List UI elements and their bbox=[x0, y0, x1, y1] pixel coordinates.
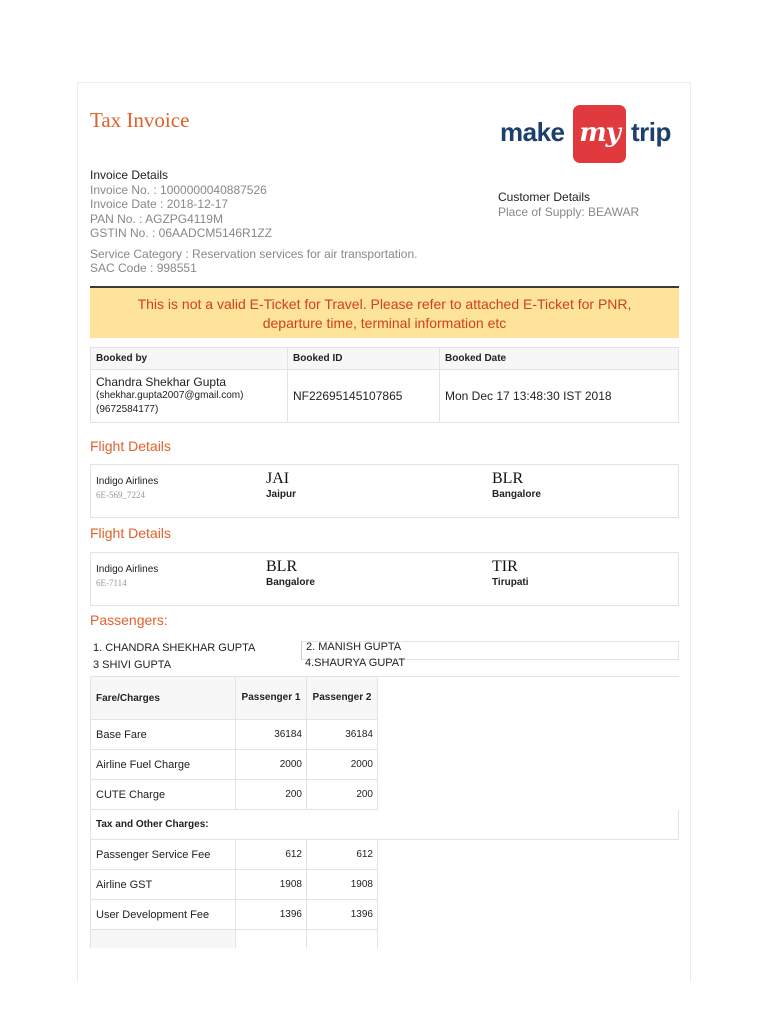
fare-row-passenger-service-fee bbox=[90, 840, 378, 870]
invoice-page bbox=[77, 82, 691, 982]
invoice-date: Invoice Date : 2018-12-17 bbox=[90, 197, 229, 211]
booked-date-value: Mon Dec 17 13:48:30 IST 2018 bbox=[445, 389, 612, 403]
fare-passenger-2: 1908 bbox=[307, 870, 378, 900]
flight-card-1 bbox=[90, 464, 679, 518]
passenger-3: 3 SHIVI GUPTA bbox=[93, 658, 172, 671]
booked-date-header: Booked Date bbox=[445, 353, 507, 364]
destination-code: BLR bbox=[492, 470, 524, 487]
origin bbox=[266, 470, 296, 500]
destination bbox=[492, 558, 528, 588]
fare-passenger-1: 1396 bbox=[236, 900, 307, 930]
passenger-2-header: Passenger 2 bbox=[307, 676, 378, 720]
booking-table bbox=[90, 347, 679, 423]
flight-code: 6E-7114 bbox=[96, 578, 127, 588]
page-title: Tax Invoice bbox=[90, 108, 190, 132]
place-of-supply: Place of Supply: BEAWAR bbox=[498, 204, 640, 219]
flight-details-title-1: Flight Details bbox=[90, 438, 171, 454]
booker-email: (shekhar.gupta2007@gmail.com) bbox=[96, 390, 244, 401]
booked-id-cell bbox=[288, 370, 440, 422]
pan-number: PAN No. : AGZPG4119M bbox=[90, 211, 223, 226]
fare-label: Base Fare bbox=[90, 720, 236, 750]
origin-city: Bangalore bbox=[266, 577, 315, 588]
customer-details-heading: Customer Details bbox=[498, 190, 591, 204]
passenger-1-header: Passenger 1 bbox=[236, 676, 307, 720]
fare-row-base-fare bbox=[90, 720, 378, 750]
booked-by-header: Booked by bbox=[91, 348, 288, 369]
origin-city: Jaipur bbox=[266, 489, 297, 500]
origin-code: BLR bbox=[266, 558, 298, 575]
booked-id-value: NF22695145107865 bbox=[293, 389, 403, 403]
fare-passenger-2: 36184 bbox=[307, 720, 378, 750]
fare-label: CUTE Charge bbox=[90, 780, 236, 810]
passenger-1: 1. CHANDRA SHEKHAR GUPTA bbox=[93, 642, 256, 654]
fare-row-fuel-charge bbox=[90, 750, 378, 780]
fare-charges-header: Fare/Charges bbox=[90, 676, 236, 720]
fare-passenger-1-empty bbox=[236, 930, 307, 948]
sac-code: SAC Code : 998551 bbox=[90, 261, 197, 275]
invoice-details-heading: Invoice Details bbox=[90, 168, 169, 182]
fare-row-cute-charge bbox=[90, 780, 378, 810]
gstin-number: GSTIN No. : 06AADCM5146R1ZZ bbox=[90, 226, 273, 240]
booker-name: Chandra Shekhar Gupta bbox=[96, 375, 227, 389]
destination bbox=[492, 470, 541, 500]
origin bbox=[266, 558, 315, 588]
logo-my-badge: my bbox=[573, 105, 626, 163]
booking-header-row bbox=[91, 348, 678, 370]
flight-details-title-2: Flight Details bbox=[90, 525, 171, 541]
booked-by-cell bbox=[91, 370, 288, 422]
destination-city: Bangalore bbox=[492, 489, 541, 500]
fare-passenger-2: 2000 bbox=[307, 750, 378, 780]
booked-date-cell bbox=[440, 370, 678, 422]
fare-label-empty bbox=[90, 930, 236, 948]
fare-passenger-1: 2000 bbox=[236, 750, 307, 780]
origin-code: JAI bbox=[266, 470, 290, 487]
invoice-details bbox=[90, 168, 417, 276]
fare-row-airline-gst bbox=[90, 870, 378, 900]
passengers-title: Passengers: bbox=[90, 612, 168, 628]
fare-label: Passenger Service Fee bbox=[90, 840, 236, 870]
passenger-column-1 bbox=[93, 640, 255, 673]
makemytrip-logo bbox=[500, 105, 680, 163]
booked-id-header: Booked ID bbox=[288, 348, 440, 369]
fare-passenger-2: 612 bbox=[307, 840, 378, 870]
airline-name: Indigo Airlines bbox=[96, 564, 159, 575]
ticket-warning-banner bbox=[90, 286, 679, 338]
service-category: Service Category : Reservation services for air transportation. bbox=[90, 246, 418, 261]
fare-passenger-1: 36184 bbox=[236, 720, 307, 750]
fare-row-user-development-fee bbox=[90, 900, 378, 930]
airline-name: Indigo Airlines bbox=[96, 476, 159, 487]
tax-charges-heading: Tax and Other Charges: bbox=[90, 810, 679, 840]
flight-card-2 bbox=[90, 552, 679, 606]
fare-passenger-2: 200 bbox=[307, 780, 378, 810]
customer-details bbox=[498, 190, 639, 219]
warning-line-1: This is not a valid E-Ticket for Travel. Please refer to attached E-Ticket for PNR, bbox=[137, 296, 632, 312]
fare-passenger-1: 200 bbox=[236, 780, 307, 810]
fare-passenger-2-empty bbox=[307, 930, 378, 948]
warning-line-2: departure time, terminal information etc bbox=[262, 315, 507, 331]
invoice-number: Invoice No. : 1000000040887526 bbox=[90, 182, 267, 197]
fare-passenger-1: 612 bbox=[236, 840, 307, 870]
fare-header-row bbox=[90, 676, 378, 720]
fare-label: User Development Fee bbox=[90, 900, 236, 930]
passenger-4: 4.SHAURYA GUPAT bbox=[305, 657, 406, 669]
logo-make-text: make bbox=[500, 117, 565, 147]
fare-passenger-1: 1908 bbox=[236, 870, 307, 900]
logo-trip-text: trip bbox=[631, 117, 671, 147]
fare-label: Airline Fuel Charge bbox=[90, 750, 236, 780]
flight-code: 6E-569_7224 bbox=[96, 490, 145, 500]
booking-row bbox=[91, 370, 678, 422]
passenger-2: 2. MANISH GUPTA bbox=[301, 641, 679, 660]
fare-passenger-2: 1396 bbox=[307, 900, 378, 930]
booker-phone: (9672584177) bbox=[96, 404, 159, 415]
fare-row-partial bbox=[90, 930, 378, 948]
destination-city: Tirupati bbox=[492, 577, 529, 588]
destination-code: TIR bbox=[492, 558, 518, 575]
fare-label: Airline GST bbox=[90, 870, 236, 900]
